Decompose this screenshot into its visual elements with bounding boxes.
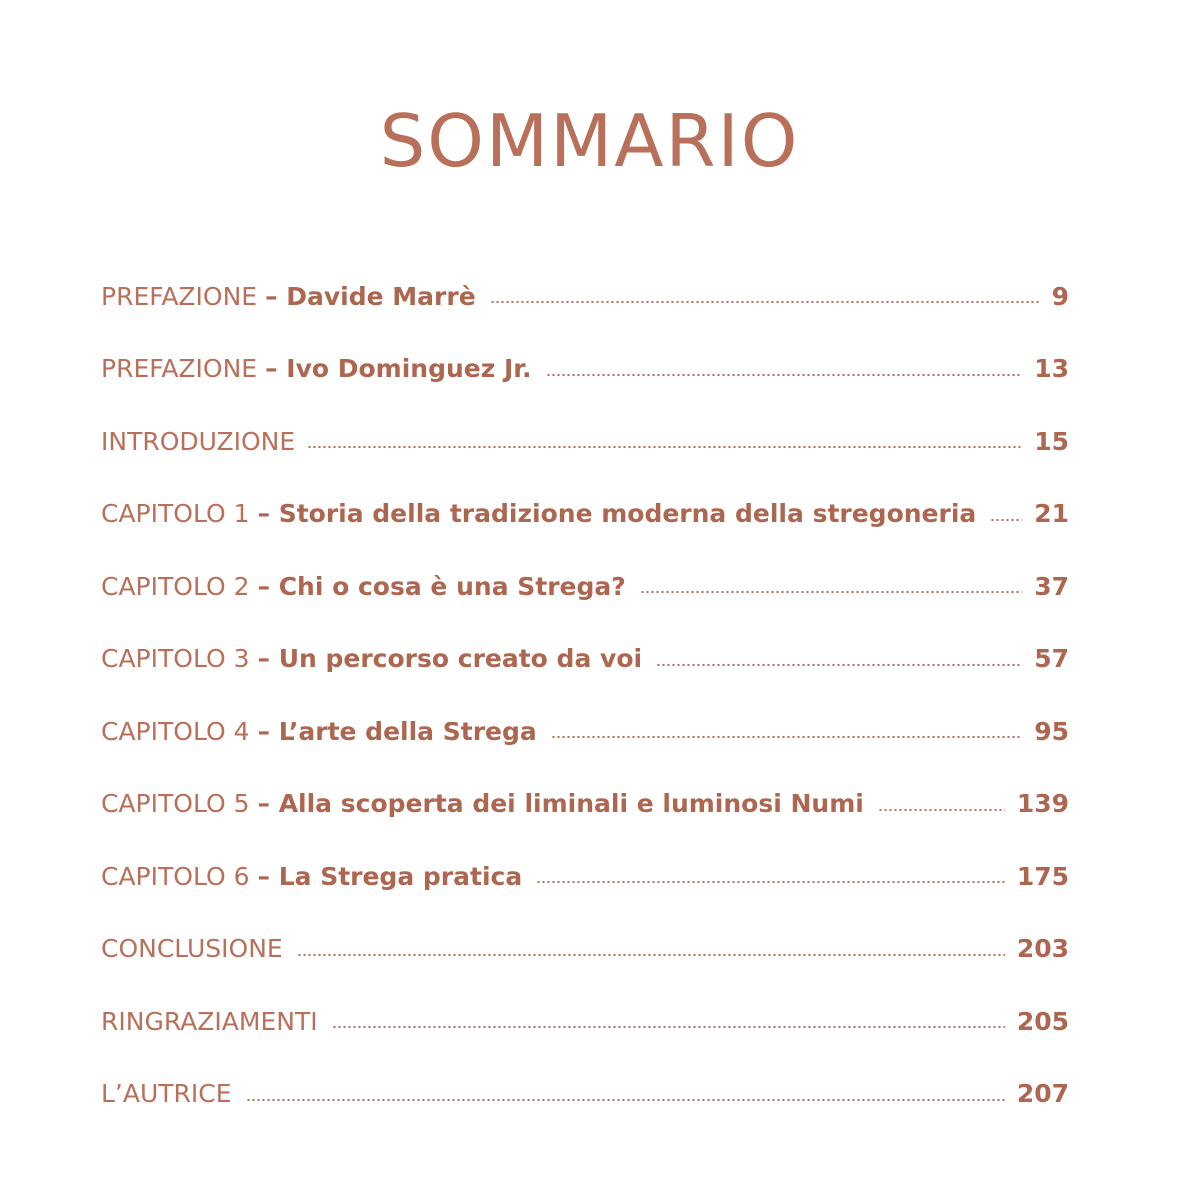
toc-entry-subtitle: – La Strega pratica — [257, 861, 523, 891]
toc-entry-subtitle: – Davide Marrè — [265, 281, 476, 311]
toc-entry-prefix: CAPITOLO 1 — [101, 499, 250, 529]
dot-leader — [878, 809, 1005, 811]
toc-entry — [101, 623, 1069, 696]
toc-entry-label — [101, 862, 522, 891]
toc-entry-page: 21 — [1034, 499, 1069, 529]
dot-leader — [546, 374, 1023, 376]
toc-entry-page: 57 — [1034, 644, 1069, 674]
toc-entry — [101, 913, 1069, 986]
toc-entry-label — [101, 789, 864, 818]
toc-entry-page: 175 — [1016, 861, 1069, 891]
toc-entry — [101, 695, 1069, 768]
toc-entry-prefix: CAPITOLO 5 — [101, 789, 250, 819]
toc-entry-page: 15 — [1034, 426, 1069, 456]
toc-entry-prefix: CAPITOLO 2 — [101, 571, 250, 601]
toc-entry-page: 203 — [1016, 934, 1069, 964]
toc-entry-subtitle: – Ivo Dominguez Jr. — [265, 354, 532, 384]
dot-leader — [307, 446, 1022, 448]
toc-entry-prefix: CAPITOLO 4 — [101, 716, 250, 746]
toc-entry-subtitle: – Un percorso creato da voi — [257, 644, 643, 674]
toc-entry-page: 139 — [1016, 789, 1069, 819]
toc-entry-page: 95 — [1034, 716, 1069, 746]
toc-entry-label — [101, 282, 476, 311]
toc-entry-page: 13 — [1034, 354, 1069, 384]
toc-entry-subtitle: – Storia della tradizione moderna della stregoneria — [257, 499, 977, 529]
toc-entry — [101, 1058, 1069, 1131]
dot-leader — [297, 954, 1005, 956]
dot-leader — [990, 519, 1022, 521]
table-of-contents — [101, 260, 1069, 1130]
toc-entry-label — [101, 427, 295, 456]
toc-entry-label — [101, 1007, 318, 1036]
toc-entry-subtitle: – Chi o cosa è una Strega? — [257, 571, 626, 601]
toc-entry-page: 205 — [1016, 1006, 1069, 1036]
toc-entry-prefix: CAPITOLO 6 — [101, 861, 250, 891]
toc-entry — [101, 985, 1069, 1058]
toc-entry-label — [101, 1079, 232, 1108]
toc-entry-prefix: RINGRAZIAMENTI — [101, 1006, 318, 1036]
toc-entry — [101, 260, 1069, 333]
toc-entry-prefix: PREFAZIONE — [101, 354, 258, 384]
toc-entry-prefix: INTRODUZIONE — [101, 426, 296, 456]
toc-entry-label — [101, 934, 283, 963]
toc-entry-label — [101, 499, 976, 528]
toc-entry-page: 37 — [1034, 571, 1069, 601]
toc-entry-prefix: L’AUTRICE — [101, 1079, 232, 1109]
toc-entry-page: 9 — [1051, 281, 1069, 311]
dot-leader — [551, 736, 1022, 738]
toc-entry — [101, 840, 1069, 913]
toc-entry-subtitle: – Alla scoperta dei liminali e luminosi Numi — [257, 789, 864, 819]
page-title: SOMMARIO — [379, 99, 800, 183]
dot-leader — [656, 664, 1022, 666]
toc-entry — [101, 478, 1069, 551]
toc-entry — [101, 405, 1069, 478]
toc-entry-label — [101, 572, 626, 601]
dot-leader — [246, 1099, 1005, 1101]
toc-entry-prefix: CAPITOLO 3 — [101, 644, 250, 674]
dot-leader — [536, 881, 1005, 883]
toc-entry — [101, 550, 1069, 623]
dot-leader — [640, 591, 1022, 593]
toc-entry-prefix: CONCLUSIONE — [101, 934, 283, 964]
toc-entry-label — [101, 644, 642, 673]
toc-entry-label — [101, 354, 532, 383]
toc-entry-prefix: PREFAZIONE — [101, 281, 258, 311]
dot-leader — [332, 1026, 1005, 1028]
toc-entry-page: 207 — [1016, 1079, 1069, 1109]
toc-entry-subtitle: – L’arte della Strega — [257, 716, 537, 746]
toc-entry-label — [101, 717, 537, 746]
toc-entry — [101, 768, 1069, 841]
toc-entry — [101, 333, 1069, 406]
dot-leader — [490, 301, 1040, 303]
